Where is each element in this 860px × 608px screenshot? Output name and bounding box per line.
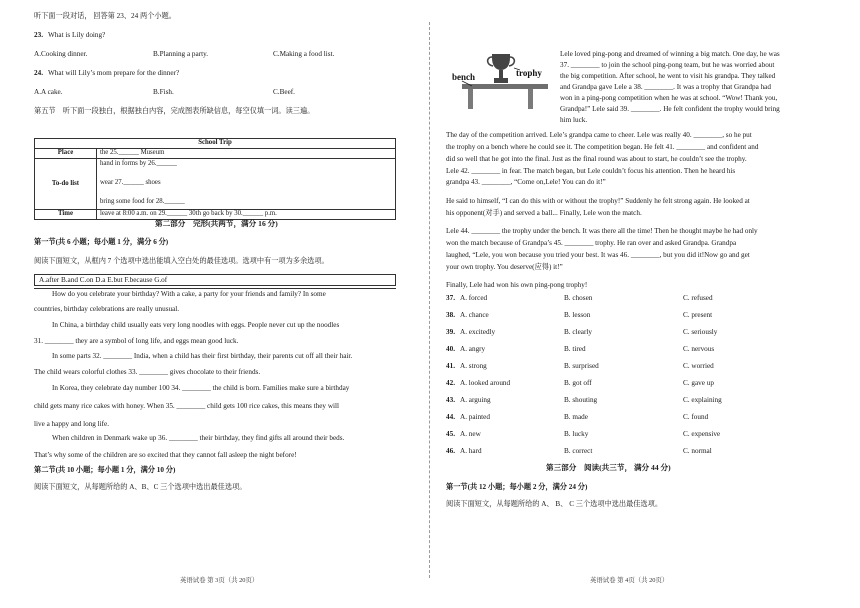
passage-1-line-11: That’s why some of the children are so excited that they cannot fall asleep the night before!	[34, 451, 297, 459]
question-option-c[interactable]: C. explaining	[683, 396, 722, 404]
question-option-a[interactable]: A. looked around	[460, 379, 511, 387]
q24-option-c[interactable]: C.Beef.	[273, 88, 295, 96]
page-footer-3: 英语试卷 第 3页（共 20页）	[180, 577, 259, 584]
question-number: 46.	[446, 447, 455, 455]
q24-option-a[interactable]: A.A cake.	[34, 88, 63, 96]
question-option-c[interactable]: C. seriously	[683, 328, 718, 336]
trophy-cup	[492, 54, 510, 70]
question-option-a[interactable]: A. chance	[460, 311, 489, 319]
story-p3-line-2: his opponent(对手) and served a ball... Finally, Lele won the match.	[446, 209, 642, 217]
question-option-c[interactable]: C. nervous	[683, 345, 715, 353]
question-option-b[interactable]: B. correct	[564, 447, 593, 455]
question-option-c[interactable]: C. refused	[683, 294, 713, 302]
table-title: School Trip	[35, 139, 396, 149]
story-top-line-2: 37. ________ to join the school ping-pong team, but he was worried about	[560, 61, 775, 69]
passage-top-rule	[34, 288, 396, 289]
story-ending: Finally, Lele had won his own ping-pong trophy!	[446, 281, 588, 289]
question-option-a[interactable]: A. strong	[460, 362, 487, 370]
story-p2-line-4: Lele 42. ________ in fear. The match began, but Lele couldn’t focus his attention. Then he heard his	[446, 167, 736, 175]
question-option-b[interactable]: B. clearly	[564, 328, 592, 336]
passage-1-line-4: 31. ________ they are a symbol of long life, and eggs mean good luck.	[34, 337, 239, 345]
question-option-c[interactable]: C. normal	[683, 447, 712, 455]
place-value: the 25.______ Museum	[97, 149, 396, 159]
story-p4-line-2: won the match because of Grandpa’s 45. ________ trophy. He ran over and asked Grandpa. Grandpa	[446, 239, 737, 247]
question-number: 40.	[446, 345, 455, 353]
passage-1-line-8: child gets many rice cakes with honey. When 35. ________ child gets 100 rice cakes, this means they will	[34, 402, 339, 410]
question-option-b[interactable]: B. made	[564, 413, 588, 421]
cloze-section-2-instruction: 阅读下面短文，从每题所给的 A、B、C 三个选项中选出最佳选项。	[34, 483, 247, 491]
cloze-section-1-instruction: 阅读下面短文，从框内 7 个选项中选出能填入空白处的最佳选项。选项中有一项为多余选项。	[34, 257, 329, 265]
story-top-line-1: Lele loved ping-pong and dreamed of winning a big match. One day, he was	[560, 50, 780, 58]
part-2-heading: 第二部分 完形(共两节，满分 16 分)	[155, 219, 278, 228]
question-option-b[interactable]: B. shouting	[564, 396, 598, 404]
q23-option-a[interactable]: A.Cooking dinner.	[34, 50, 88, 58]
question-option-a[interactable]: A. hard	[460, 447, 482, 455]
story-top-line-7: him luck.	[560, 116, 588, 124]
question-option-a[interactable]: A. excitedly	[460, 328, 496, 336]
story-p2-line-1: The day of the competition arrived. Lele’s grandpa came to cheer. Lele was really 40. ________, so he put	[446, 131, 752, 139]
story-p2-line-5: grandpa 43. ________, “Come on,Lele! You can do it!”	[446, 178, 606, 186]
trophy-base	[494, 78, 508, 83]
bench-label: bench	[452, 72, 476, 82]
q24-option-b[interactable]: B.Fish.	[153, 88, 174, 96]
question-number: 38.	[446, 311, 455, 319]
question-option-a[interactable]: A. arguing	[460, 396, 491, 404]
question-number: 42.	[446, 379, 455, 387]
question-option-a[interactable]: A. angry	[460, 345, 486, 353]
story-p4-line-3: laughed, “Lele, you won because you tried your best. It was 46. ________, but you did it!Now go and get	[446, 251, 750, 259]
question-option-c[interactable]: C. gave up	[683, 379, 714, 387]
time-label: Time	[35, 210, 97, 220]
q23-option-c[interactable]: C.Making a food list.	[273, 50, 335, 58]
section-5-heading: 第五节 听下面一段独白，根据独白内容，完成图表所缺信息，每空仅填一词。读三遍。	[34, 107, 315, 115]
passage-1-line-1: How do you celebrate your birthday? With a cake, a party for your friends and family? In some	[52, 290, 326, 298]
question-option-b[interactable]: B. chosen	[564, 294, 593, 302]
question-option-b[interactable]: B. lucky	[564, 430, 589, 438]
question-option-c[interactable]: C. found	[683, 413, 709, 421]
question-24-number: 24.	[34, 69, 43, 77]
reading-section-1-instruction: 阅读下面短文，从每题所给的 A、 B、 C 三个选项中选出最佳选项。	[446, 500, 663, 508]
story-p4-line-4: your own trophy. You deserve(应得) it!”	[446, 263, 563, 271]
trophy-bench-illustration	[452, 50, 554, 112]
story-top-line-5: won in a ping-pong competition when he was at school. “Wow! Thank you,	[560, 94, 778, 102]
trophy-label: trophy	[516, 68, 542, 78]
school-trip-table	[34, 138, 396, 220]
cloze-section-1-heading: 第一节(共 6 小题；每小题 1 分，满分 6 分)	[34, 238, 169, 246]
question-option-c[interactable]: C. worried	[683, 362, 714, 370]
question-number: 39.	[446, 328, 455, 336]
place-label: Place	[35, 149, 97, 159]
passage-1-line-7: In Korea, they celebrate day number 100 34. ________ the child is born. Families make sure a birthday	[52, 384, 350, 392]
question-option-b[interactable]: B. lesson	[564, 311, 591, 319]
question-option-b[interactable]: B. tired	[564, 345, 586, 353]
word-bank-box: A.after B.and C.on D.a E.but F.because G.of	[34, 274, 396, 286]
question-option-a[interactable]: A. new	[460, 430, 481, 438]
cloze-section-2-heading: 第二节(共 10 小题；每小题 1 分，满分 10 分)	[34, 466, 176, 474]
dialog-instruction: 听下面一段对话， 回答第 23、24 两个小题。	[34, 12, 176, 20]
passage-1-line-3: In China, a birthday child usually eats very long noodles with eggs. People never cut up the noodles	[52, 321, 340, 329]
question-option-a[interactable]: A. forced	[460, 294, 488, 302]
question-23-text: What is Lily doing?	[48, 31, 106, 39]
bench-leg-right	[528, 89, 533, 109]
passage-1-line-5: In some parts 32. ________ India, when a child has their first birthday, their parents cut off all their hair.	[52, 352, 353, 360]
bench-seat	[462, 84, 548, 89]
todo-label: To-do list	[35, 159, 97, 210]
passage-1-line-6: The child wears colorful clothes 33. ________ gives chocolate to their friends.	[34, 368, 261, 376]
question-number: 41.	[446, 362, 455, 370]
question-number: 45.	[446, 430, 455, 438]
todo-item-3: bring some food for 28.______	[100, 198, 185, 205]
page-footer-4: 英语试卷 第 4页（共 20页）	[590, 577, 669, 584]
reading-section-1-heading: 第一节(共 12 小题；每小题 2 分，满分 24 分)	[446, 483, 588, 491]
todo-item-1: hand in forms by 26.______	[100, 160, 177, 167]
story-top-line-4: and Grandpa gave Lele a 38. ________. It was a trophy that Grandpa had	[560, 83, 771, 91]
question-number: 43.	[446, 396, 455, 404]
question-number: 44.	[446, 413, 455, 421]
todo-item-2: wear 27.______ shoes	[100, 179, 161, 186]
question-23-number: 23.	[34, 31, 43, 39]
story-p2-line-3: did so well that he got into the final. Just as the final round was about to start, he couldn’t see the trophy.	[446, 155, 747, 163]
story-top-line-3: the big competition. After school, he went to visit his grandpa. They talked	[560, 72, 776, 80]
question-option-a[interactable]: A. painted	[460, 413, 490, 421]
trophy-stem	[499, 70, 503, 78]
question-number: 37.	[446, 294, 455, 302]
q23-option-b[interactable]: B.Planning a party.	[153, 50, 209, 58]
story-p4-line-1: Lele 44. ________ the trophy under the bench. It was there all the time! Then he thought maybe he had only	[446, 227, 758, 235]
bench-leg-left	[468, 89, 473, 109]
question-24-text: What will Lily’s mom prepare for the dinner?	[48, 69, 180, 77]
question-option-b[interactable]: B. got off	[564, 379, 592, 387]
question-option-c[interactable]: C. present	[683, 311, 713, 319]
passage-1-line-2: countries, birthday celebrations are really unusual.	[34, 305, 180, 313]
passage-1-line-10: When children in Denmark wake up 36. ________ their birthday, they find gifts all around their beds.	[52, 434, 345, 442]
story-p2-line-2: the trophy on a bench where he could see it. The competition began. He felt 41. ________ and confident and	[446, 143, 759, 151]
passage-1-line-9: live a happy and long life.	[34, 420, 110, 428]
part-3-heading: 第三部分 阅读(共三节， 满分 44 分)	[546, 463, 671, 472]
story-top-line-6: Grandpa!” Lele said 39. ________. He felt confident the trophy would bring	[560, 105, 780, 113]
question-option-c[interactable]: C. expensive	[683, 430, 721, 438]
question-option-b[interactable]: B. surprised	[564, 362, 599, 370]
story-p3-line-1: He said to himself, “I can do this with or without the trophy!” Suddenly he felt strong again. He looked at	[446, 197, 750, 205]
time-value: leave at 8:00 a.m. on 29.______ 30th go back by 30.______ p.m.	[97, 210, 396, 220]
